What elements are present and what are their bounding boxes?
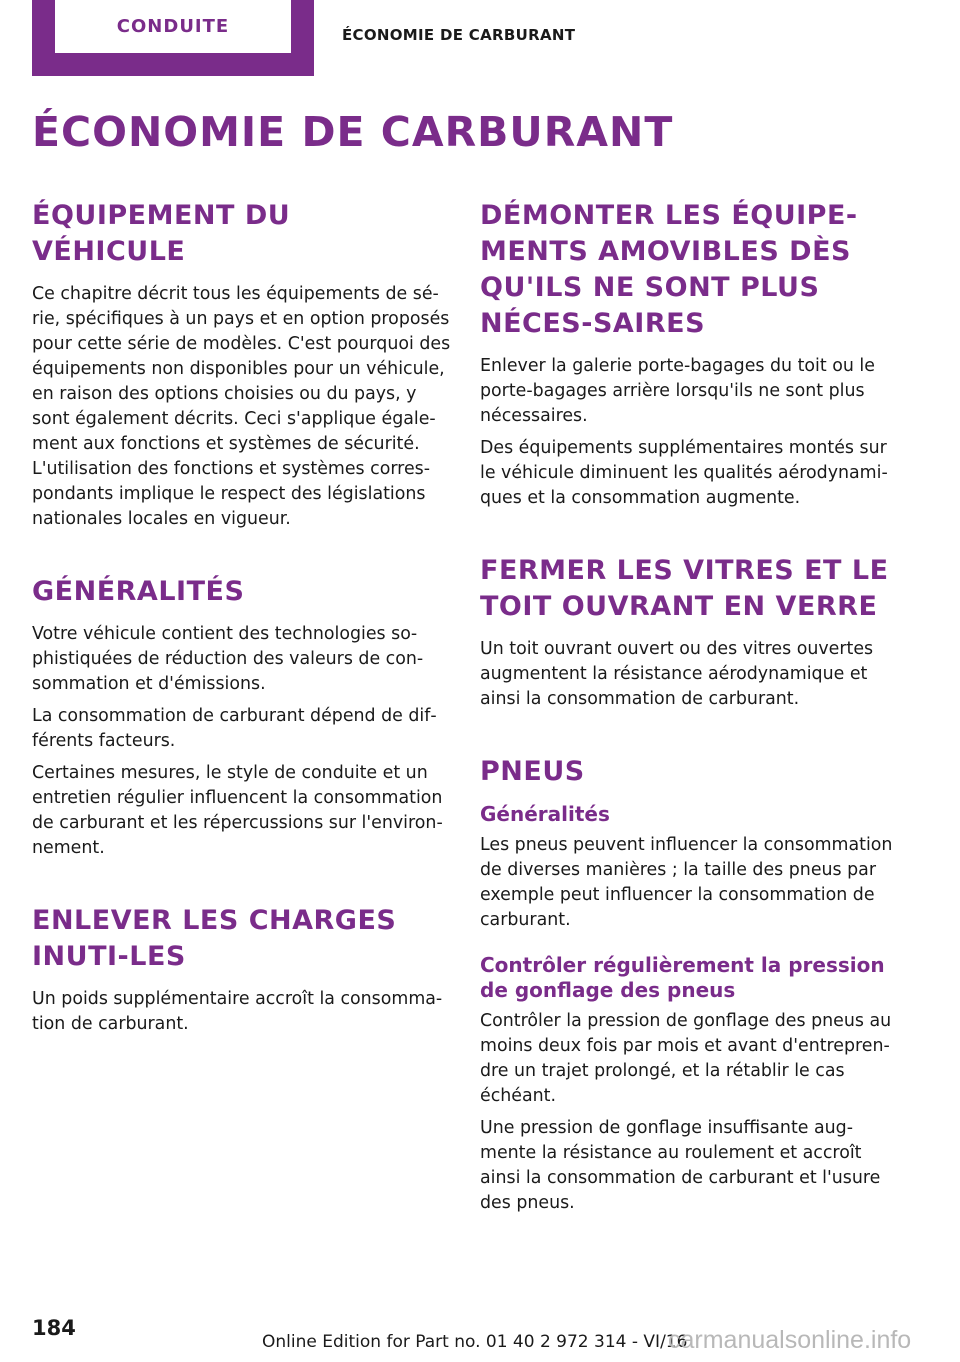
paragraph: Une pression de gonflage insuffisante aug‐mente la résistance au roulement et accroît ainsi la consommation de carburant et l'usure des pneus.	[480, 1118, 881, 1213]
paragraph: Un poids supplémentaire accroît la consomma‐tion de carburant.	[32, 989, 443, 1034]
page-number: 184	[32, 1316, 76, 1340]
chapter-tab-label: CONDUITE	[55, 0, 291, 53]
page-title: ÉCONOMIE DE CARBURANT	[32, 108, 674, 156]
paragraph: Des équipements supplémentaires montés sur le véhicule diminuent les qualités aérodynami‐ques et la consommation augmente.	[480, 438, 888, 508]
section-heading: GÉNÉRALITÉS	[32, 576, 245, 607]
section-heading: ÉQUIPEMENT DU VÉHICULE	[32, 200, 291, 267]
section-generalites	[32, 574, 452, 861]
section-heading: FERMER LES VITRES ET LE TOIT OUVRANT EN VERRE	[480, 555, 889, 622]
right-column	[480, 198, 900, 1258]
paragraph: Enlever la galerie porte-bagages du toit ou le porte-bagages arrière lorsqu'ils ne sont plus nécessaires.	[480, 356, 875, 426]
paragraph: Ce chapitre décrit tous les équipements de sé‐rie, spécifiques à un pays et en option proposés pour cette série de modèles. C'est pourquoi des équipements non disponibles pour un véhicule, en raison des options choisies ou du pays, y sont également décrits. Ceci s'applique égale‐ment aux fonctions et systèmes de sécurité. L'utilisation des fonctions et systèmes corres‐pondants implique le respect des législations nationales locales en vigueur.	[32, 284, 451, 529]
section-charges	[32, 903, 452, 1037]
subsection-generalites	[480, 802, 900, 933]
section-heading: DÉMONTER LES ÉQUIPE‐MENTS AMOVIBLES DÈS QU'ILS NE SONT PLUS NÉCES‐SAIRES	[480, 200, 858, 339]
subsection-pression	[480, 953, 900, 1216]
section-heading: ENLEVER LES CHARGES INUTI‐LES	[32, 905, 397, 972]
section-vitres	[480, 553, 900, 712]
paragraph: Un toit ouvrant ouvert ou des vitres ouvertes augmentent la résistance aérodynamique et ainsi la consommation de carburant.	[480, 639, 874, 709]
paragraph: La consommation de carburant dépend de dif‐férents facteurs.	[32, 706, 437, 751]
watermark: carmanualsonline.info	[668, 1326, 912, 1354]
section-pneus	[480, 754, 900, 1216]
chapter-tab	[32, 0, 314, 76]
subsection-heading: Généralités	[480, 802, 610, 826]
paragraph: Certaines mesures, le style de conduite et un entretien régulier influencent la consommation de carburant et les répercussions sur l'environ‐nement.	[32, 763, 443, 858]
section-heading: PNEUS	[480, 756, 585, 787]
paragraph: Votre véhicule contient des technologies so‐phistiquées de réduction des valeurs de con‐sommation et d'émissions.	[32, 624, 424, 694]
left-column	[32, 198, 452, 1079]
section-equipements-amovibles	[480, 198, 900, 511]
section-equipement	[32, 198, 452, 532]
paragraph: Les pneus peuvent influencer la consommation de diverses manières ; la taille des pneus par exemple peut influencer la consommation de carburant.	[480, 835, 893, 930]
subsection-heading: Contrôler régulièrement la pression de gonflage des pneus	[480, 953, 885, 1002]
paragraph: Contrôler la pression de gonflage des pneus au moins deux fois par mois et avant d'entrepren‐dre un trajet prolongé, et la rétablir le cas échéant.	[480, 1011, 892, 1106]
edition-footer: Online Edition for Part no. 01 40 2 972 314 - VI/16	[262, 1332, 688, 1352]
running-header: ÉCONOMIE DE CARBURANT	[342, 26, 576, 44]
